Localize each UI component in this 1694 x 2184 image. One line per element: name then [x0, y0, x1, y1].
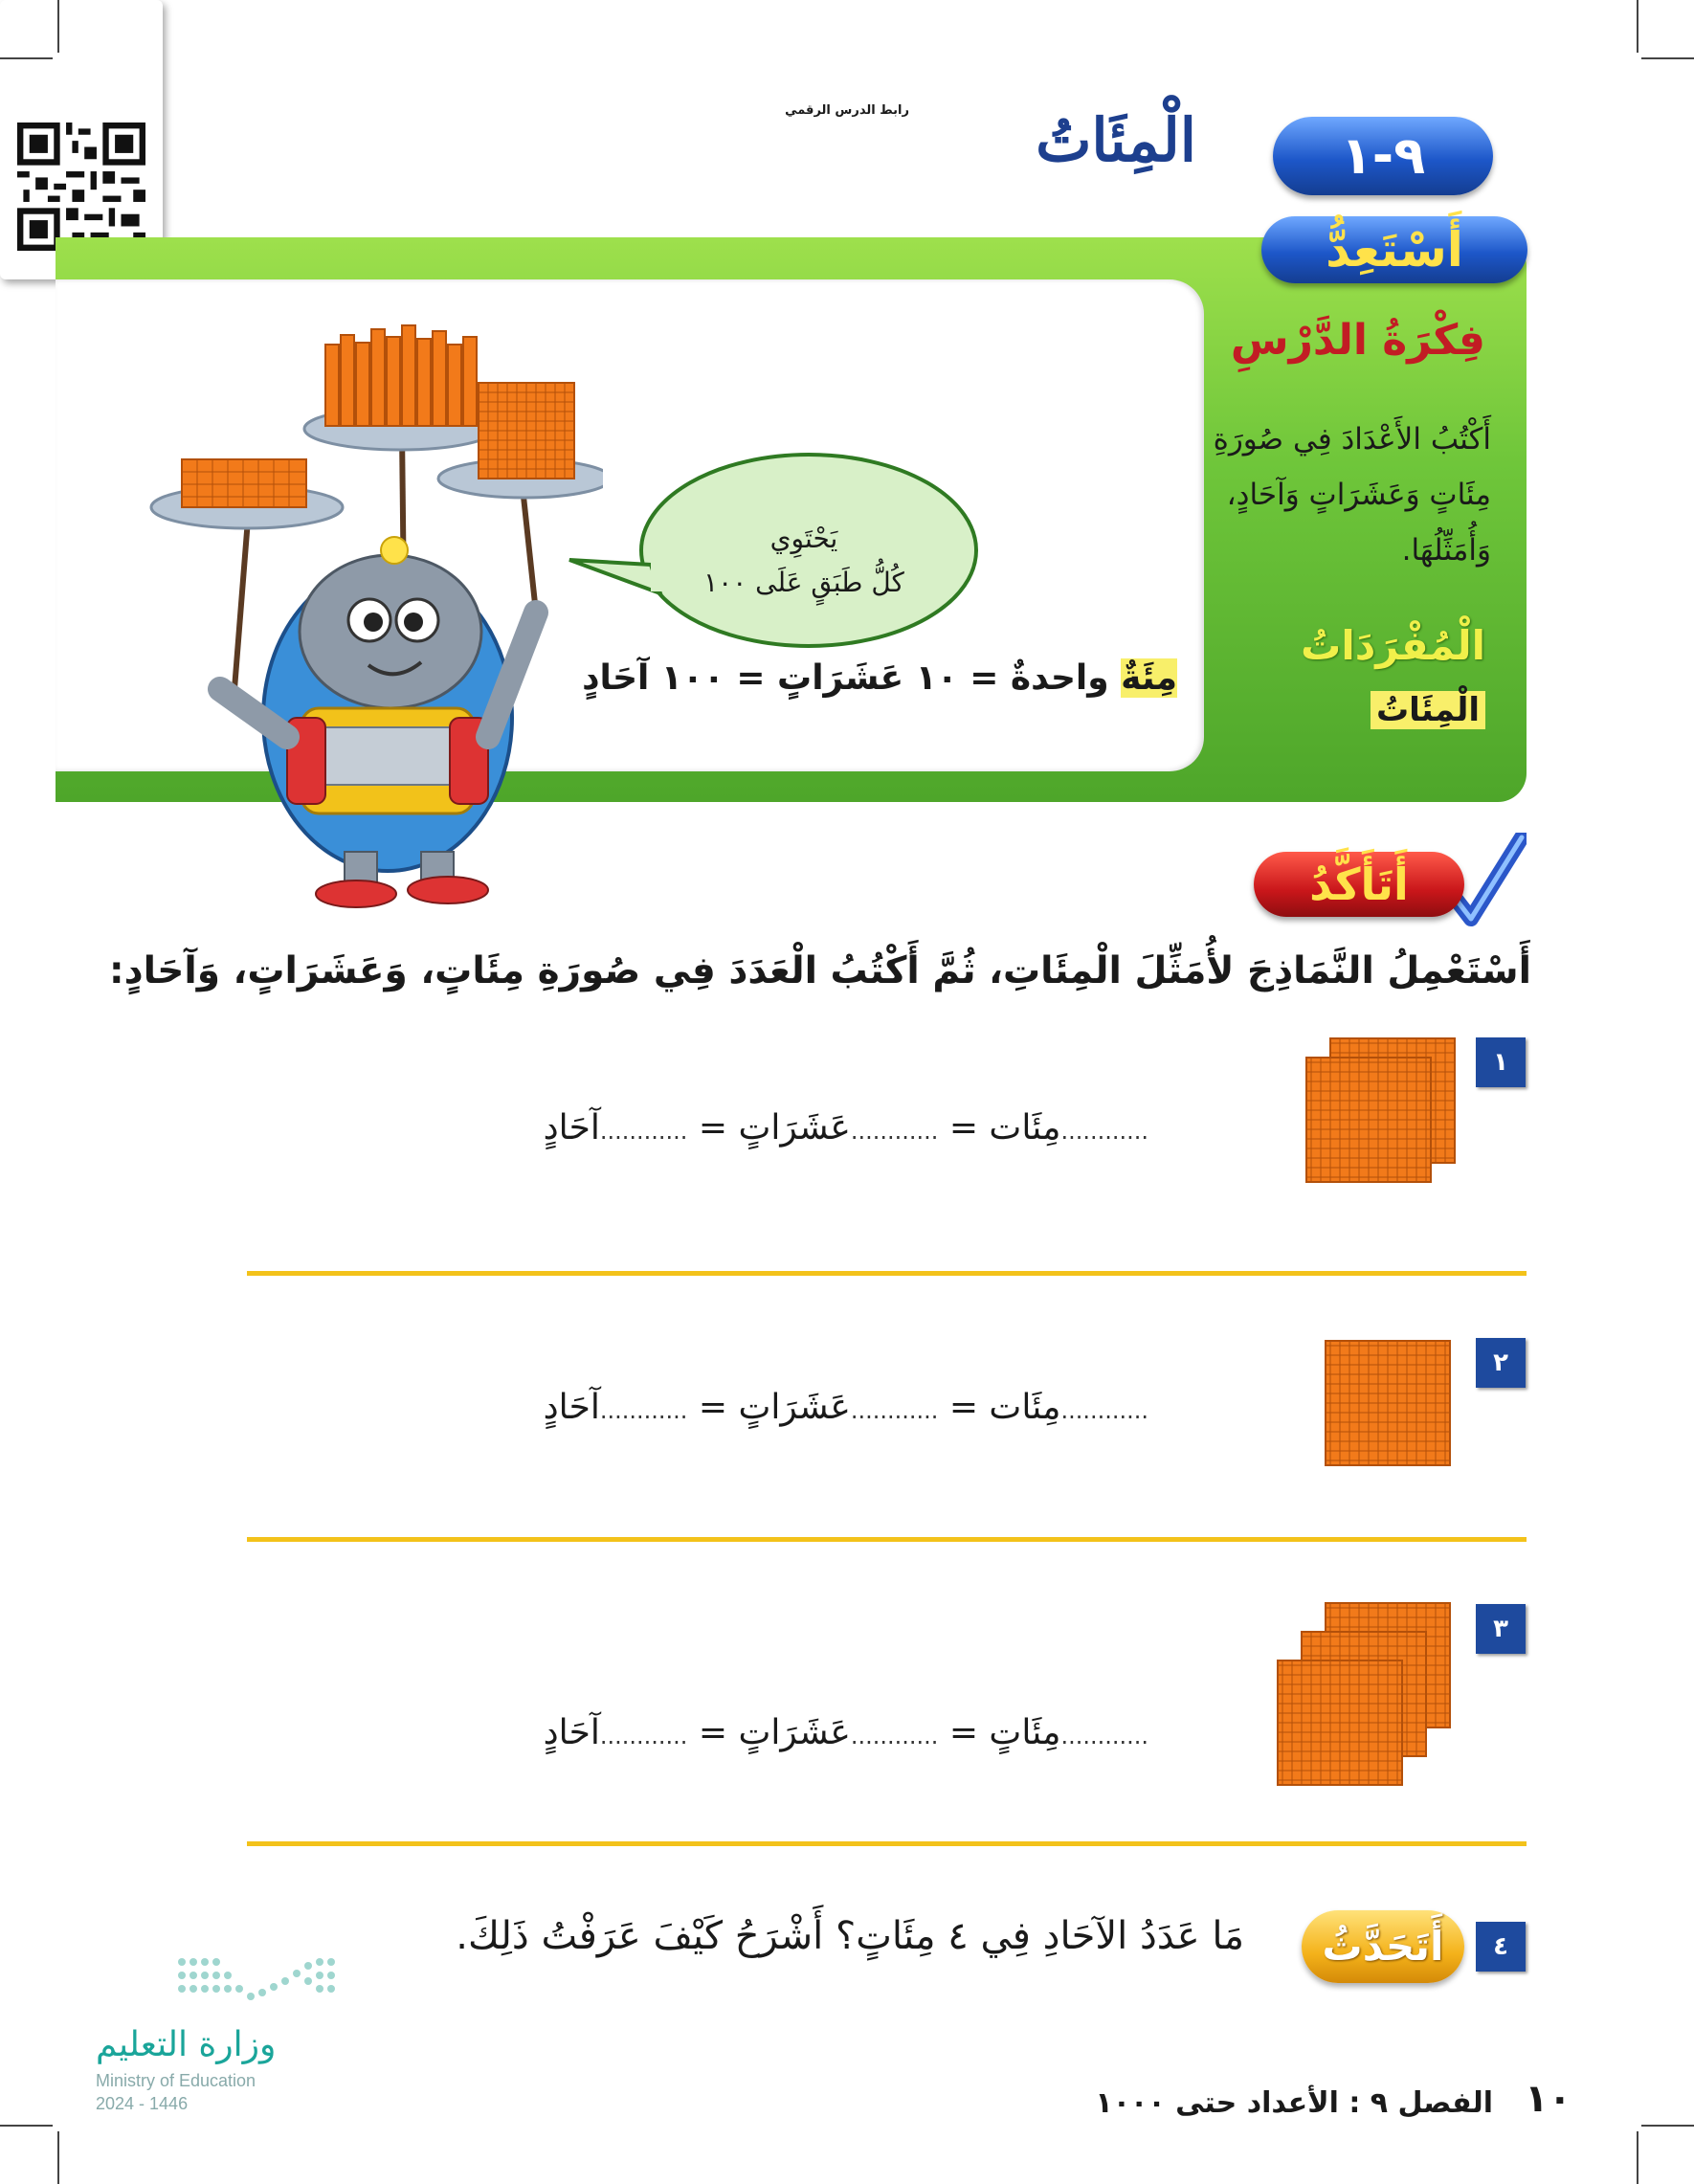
ones-blank[interactable]: ............ — [599, 1397, 688, 1424]
equation-highlight: مِئَةٌ — [1121, 658, 1177, 698]
base-ten-flats-2 — [1302, 1034, 1464, 1187]
ones-blank[interactable]: ............ — [599, 1723, 688, 1749]
equation-rest: واحدةٌ = ١٠ عَشَرَاتٍ = ١٠٠ آحَادٍ — [582, 658, 1109, 698]
question-number: ٣ — [1476, 1604, 1526, 1654]
lesson-title: الْمِئَاتُ — [1036, 105, 1196, 175]
base-ten-flat-1 — [1321, 1336, 1455, 1470]
check-instruction: أَسْتَعْمِلُ النَّمَاذِجَ لأُمَثِّلَ الْمِئَاتِ، ثُمَّ أَكْتُبُ الْعَدَدَ فِي صُورَةِ مِئَاتٍ، وَعَشَرَاتٍ، وَآحَادٍ: — [109, 949, 1531, 992]
vocabulary-word: الْمِئَاتُ — [1371, 691, 1485, 729]
vocabulary-title: الْمُفْرَدَاتُ — [1301, 622, 1485, 669]
prepare-badge: أَسْتَعِدُّ — [1261, 216, 1527, 283]
talk-badge: أَتَحَدَّثُ — [1302, 1910, 1464, 1983]
tens-blank[interactable]: ............ — [850, 1397, 939, 1424]
hundreds-blank[interactable]: ............ — [1060, 1118, 1148, 1145]
speech-bubble-text — [670, 517, 938, 605]
ones-blank[interactable]: ............ — [599, 1118, 688, 1145]
speech-line-2: كُلُّ طَبَقٍ عَلَى ١٠٠ — [703, 567, 904, 598]
crop-mark — [57, 0, 59, 53]
ones-label: آحَادٍ — [543, 1388, 600, 1427]
ministry-name-arabic: وزارة التعليم — [96, 2025, 277, 2064]
page-number: ١٠ — [1525, 2077, 1571, 2121]
tens-label: عَشَرَاتٍ = — [698, 1108, 851, 1148]
ministry-logo-icon — [172, 1952, 345, 2010]
hundreds-blank[interactable]: ............ — [1060, 1723, 1148, 1749]
lesson-idea-title: فِكْرَةُ الدَّرْسِ — [1230, 316, 1485, 365]
separator-line — [247, 1841, 1527, 1846]
crop-mark — [0, 57, 53, 59]
separator-line — [247, 1537, 1527, 1542]
question-number: ٤ — [1476, 1922, 1526, 1972]
crop-mark — [1641, 2125, 1694, 2127]
tens-blank[interactable]: ............ — [850, 1723, 939, 1749]
hundred-equation — [582, 658, 1177, 698]
answer-line-2 — [544, 1388, 1148, 1427]
crop-mark — [57, 2131, 59, 2184]
crop-mark — [1641, 57, 1694, 59]
hundreds-blank[interactable]: ............ — [1060, 1397, 1148, 1424]
crop-mark — [0, 2125, 53, 2127]
question-number: ٢ — [1476, 1338, 1526, 1388]
question-number: ١ — [1476, 1037, 1526, 1087]
ones-label: آحَادٍ — [543, 1108, 600, 1148]
hundreds-label: مِئَات = — [948, 1108, 1061, 1148]
ministry-year: 2024 - 1446 — [96, 2094, 189, 2113]
tens-label: عَشَرَاتٍ = — [698, 1388, 851, 1427]
ministry-name-english: Ministry of Education — [96, 2071, 256, 2090]
answer-line-3 — [544, 1713, 1148, 1752]
tens-blank[interactable]: ............ — [850, 1118, 939, 1145]
lesson-number-badge: ٩-١ — [1273, 117, 1493, 195]
crop-mark — [1637, 0, 1638, 53]
tens-label: عَشَرَاتٍ = — [698, 1713, 851, 1752]
hundreds-label: مِئَات = — [948, 1388, 1061, 1427]
crop-mark — [1637, 2131, 1638, 2184]
check-badge: أَتَأَكَّدُ — [1254, 852, 1464, 917]
ones-label: آحَادٍ — [543, 1713, 600, 1752]
robot-illustration — [144, 316, 603, 909]
qr-title: رابط الدرس الرقمي — [785, 103, 909, 118]
base-ten-flats-3 — [1273, 1598, 1474, 1799]
qr-code-icon — [17, 123, 145, 251]
answer-line-1 — [544, 1108, 1148, 1148]
chapter-footer: الفصل ٩ : الأعداد حتى ١٠٠٠ — [1095, 2086, 1493, 2120]
separator-line — [247, 1271, 1527, 1276]
speech-line-1: يَحْتَوِي — [769, 523, 838, 554]
hundreds-label: مِئَاتٍ = — [948, 1713, 1061, 1752]
lesson-idea-text: أَكْتُبُ الأَعْدَادَ فِي صُورَةِ مِئَاتٍ وَعَشَرَاتٍ وَآحَادٍ، وَأُمَثِّلُهَا. — [1213, 422, 1491, 568]
talk-question: مَا عَدَدُ الآحَادِ فِي ٤ مِئَاتٍ؟ أَشْرَحُ كَيْفَ عَرَفْتُ ذَلِكَ. — [456, 1914, 1244, 1958]
